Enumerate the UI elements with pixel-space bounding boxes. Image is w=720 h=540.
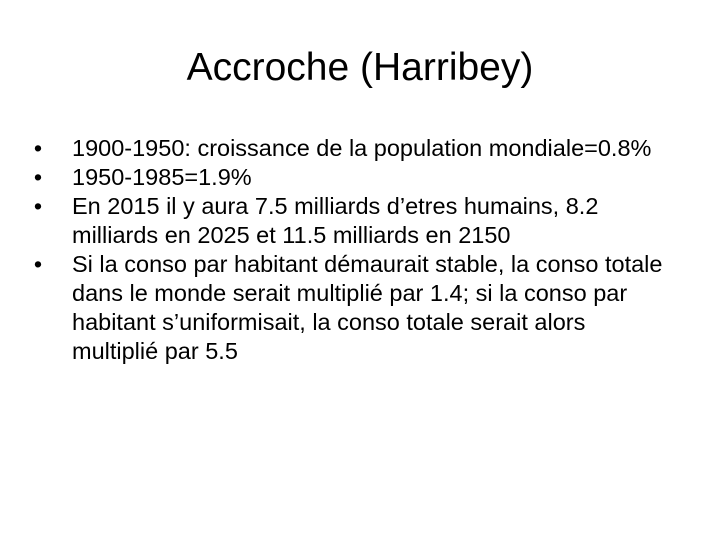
bullet-item <box>28 134 678 163</box>
bullet-icon: • <box>33 164 43 190</box>
bullet-text: Si la conso par habitant démaurait stable, la conso totale dans le monde serait multiplié par 1.4; si la conso par habitant s’uniformisait, la conso totale serait alors multiplié par 5.5 <box>72 251 663 364</box>
bullet-icon: • <box>33 135 43 161</box>
bullet-item <box>28 250 678 366</box>
bullet-text: En 2015 il y aura 7.5 milliards d’etres humains, 8.2 milliards en 2025 et 11.5 milliards en 2150 <box>72 193 599 248</box>
bullet-item <box>28 192 678 250</box>
bullet-icon: • <box>33 193 43 219</box>
slide-title: Accroche (Harribey) <box>186 46 534 89</box>
bullet-text: 1950-1985=1.9% <box>72 164 252 190</box>
bullet-item <box>28 163 678 192</box>
bullet-text: 1900-1950: croissance de la population mondiale=0.8% <box>72 135 652 161</box>
bullet-icon: • <box>33 251 43 277</box>
bullet-list <box>28 134 678 366</box>
